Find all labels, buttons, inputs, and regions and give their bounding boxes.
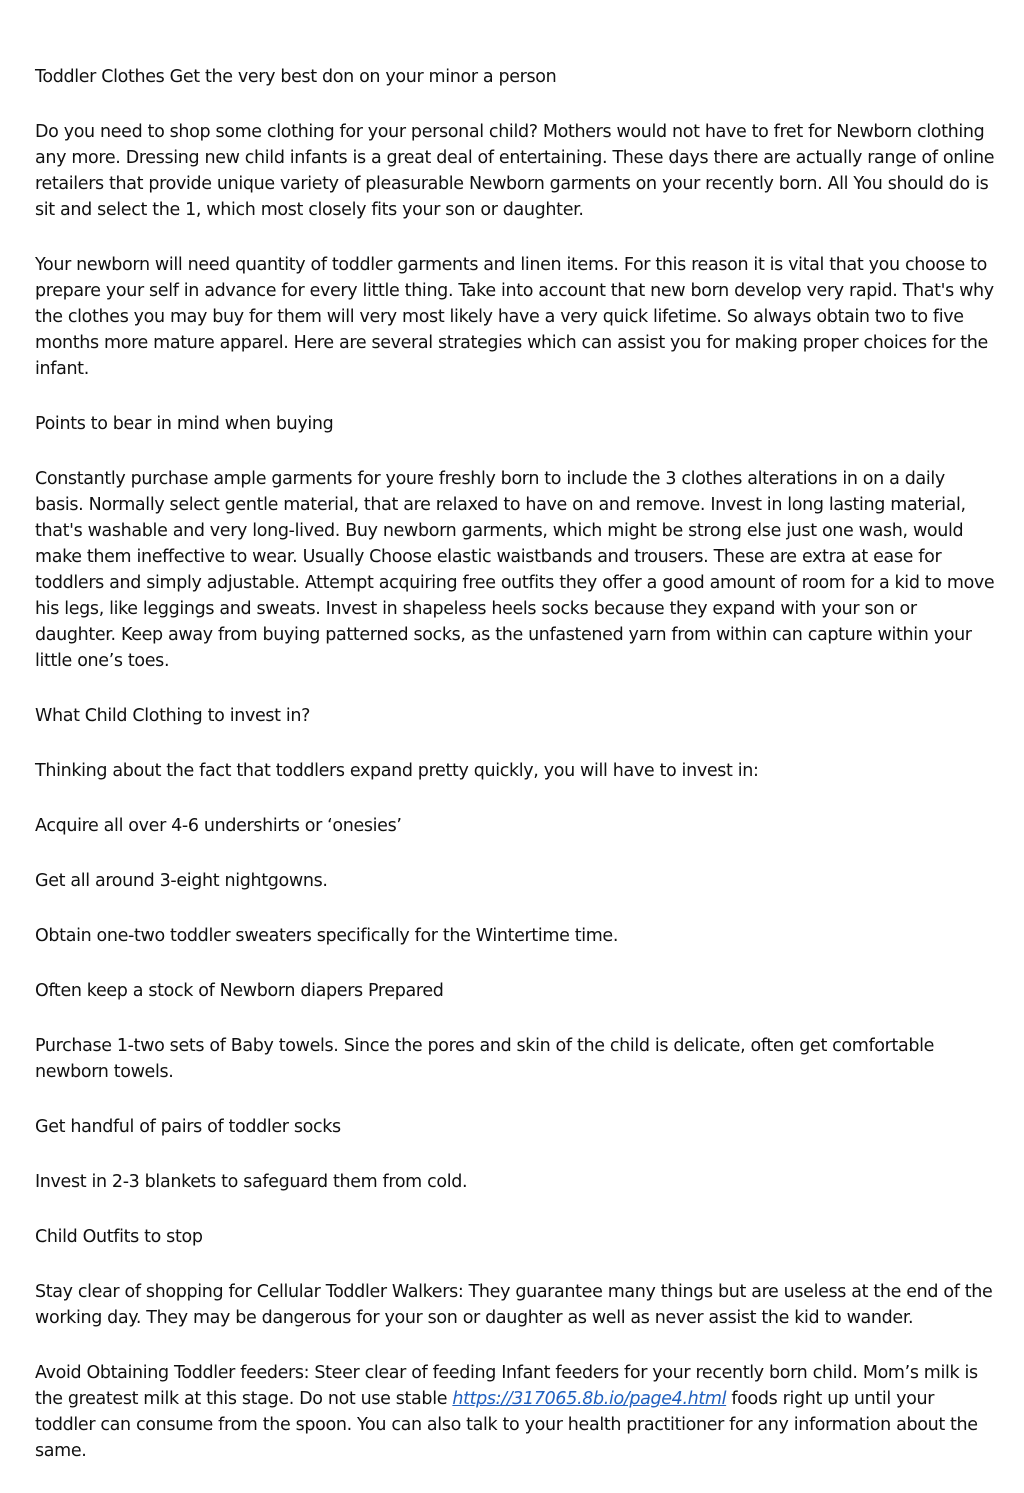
paragraph-buying-tips: Constantly purchase ample garments for youre freshly born to include the 3 clothes alterations in on a daily basis. Normally select gentle material, that are relaxed to have on and remove. Invest in long lasting material, that's washable and very long-lived. Buy newborn garments, which might be strong else just one wash, would make them ineffective to wear. Usually Choose elastic waistbands and trousers. These are extra at ease for toddlers and simply adjustable. Attempt acquiring free outfits they offer a good amount of room for a kid to move his legs, like leggings and sweats. Invest in shapeless heels socks because they expand with your son or daughter. Keep away from buying patterned socks, as the unfastened yarn from within can capture within your little one’s toes.	[35, 469, 995, 671]
document-title: Toddler Clothes Get the very best don on your minor a person	[35, 67, 557, 87]
list-item-undershirts: Acquire all over 4-6 undershirts or ‘onesies’	[35, 816, 402, 836]
paragraph-invest-intro: Thinking about the fact that toddlers expand pretty quickly, you will have to invest in:	[35, 761, 759, 781]
list-item-socks: Get handful of pairs of toddler socks	[35, 1117, 341, 1137]
paragraph-feeders-text-2: foods right up until your toddler can consume from the spoon. You can also talk to your health practitioner for any information about the same.	[35, 1389, 978, 1461]
document-page	[35, 64, 995, 1493]
list-item-nightgowns: Get all around 3-eight nightgowns.	[35, 871, 328, 891]
page-link[interactable]: https://317065.8b.io/page4.html	[452, 1389, 727, 1409]
paragraph-feeders	[35, 1360, 995, 1464]
paragraph-newborn-needs: Your newborn will need quantity of toddler garments and linen items. For this reason it is vital that you choose to prepare your self in advance for every little thing. Take into account that new born develop very rapid. That's why the clothes you may buy for them will very most likely have a very quick lifetime. So always obtain two to five months more mature apparel. Here are several strategies which can assist you for making proper choices for the infant.	[35, 255, 994, 379]
list-item-sweaters: Obtain one-two toddler sweaters specifically for the Wintertime time.	[35, 926, 619, 946]
paragraph-walkers: Stay clear of shopping for Cellular Toddler Walkers: They guarantee many things but are useless at the end of the working day. They may be dangerous for your son or daughter as well as never assist the kid to wander.	[35, 1282, 993, 1328]
list-item-diapers: Often keep a stock of Newborn diapers Prepared	[35, 981, 444, 1001]
heading-outfits-to-stop: Child Outfits to stop	[35, 1227, 203, 1247]
paragraph-intro: Do you need to shop some clothing for your personal child? Mothers would not have to fret for Newborn clothing any more. Dressing new child infants is a great deal of entertaining. These days there are actually range of online retailers that provide unique variety of pleasurable Newborn garments on your recently born. All You should do is sit and select the 1, which most closely fits your son or daughter.	[35, 122, 995, 220]
heading-what-to-buy: What Child Clothing to invest in?	[35, 706, 311, 726]
list-item-towels: Purchase 1-two sets of Baby towels. Since the pores and skin of the child is delicate, often get comfortable newborn towels.	[35, 1036, 935, 1082]
paragraph-feeders-text-1: Avoid Obtaining Toddler feeders: Steer clear of feeding Infant feeders for your recently born child. Mom’s milk is the greatest milk at this stage. Do not use stable	[35, 1363, 978, 1409]
list-item-blankets: Invest in 2-3 blankets to safeguard them from cold.	[35, 1172, 468, 1192]
heading-points: Points to bear in mind when buying	[35, 414, 334, 434]
